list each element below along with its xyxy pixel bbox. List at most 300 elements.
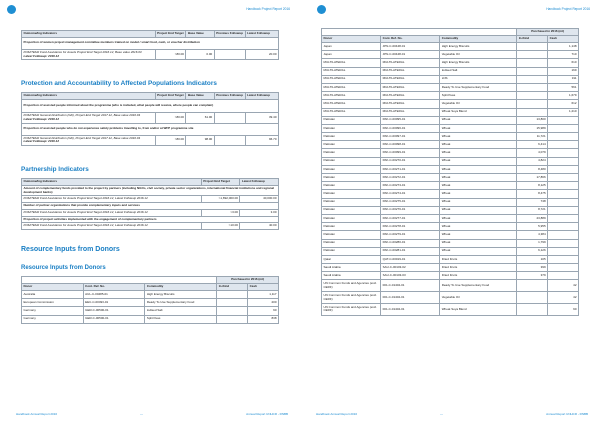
table-header-cell: Cont. Ref. No. xyxy=(83,284,145,291)
in-kind-cell xyxy=(517,51,548,59)
donor-cell: Pakistan xyxy=(322,149,381,157)
commodity-cell: Wheat xyxy=(440,182,517,190)
in-kind-cell: 379 xyxy=(517,272,548,280)
contribution-ref-cell: PAK-C-00097-01 xyxy=(381,133,440,141)
table-header-row xyxy=(22,179,279,186)
in-kind-cell: 6,126 xyxy=(517,247,548,255)
in-kind-cell: 4,079 xyxy=(517,149,548,157)
cash-cell xyxy=(548,141,579,149)
cash-cell: 612 xyxy=(548,100,579,108)
contribution-ref-cell: PAK-C-00095-01 xyxy=(381,116,440,124)
contribution-ref-cell: MULTILATERAL xyxy=(381,92,440,100)
donor-cell: UN Common Funds and Agencies (excl. CERF) xyxy=(322,280,381,292)
table-header-cell: Commodity xyxy=(145,284,217,291)
cash-cell: 200 xyxy=(248,299,279,307)
donor-cell: Germany xyxy=(22,315,84,323)
commodity-cell: Wheat xyxy=(440,116,517,124)
cell-value: 0.00 xyxy=(186,49,214,60)
page-header: Handbook Project Report 2016 xyxy=(546,7,590,11)
table-row xyxy=(22,209,279,216)
commodity-cell: Wheat xyxy=(440,141,517,149)
outcome-table xyxy=(21,30,279,60)
cell-value: >1,892,000.00 xyxy=(201,196,240,203)
contribution-ref-cell: MULTILATERAL xyxy=(381,100,440,108)
contribution-ref-cell: PAK-C-00280-01 xyxy=(381,239,440,247)
footer-text: Handbook Annual Report 2016 xyxy=(16,412,58,416)
cell-value: 40,000.00 xyxy=(240,196,279,203)
donor-cell: Qatar xyxy=(322,255,381,263)
commodity-cell: Wheat xyxy=(440,157,517,165)
cash-cell xyxy=(548,174,579,182)
table-header-cell: Outcome/Ing Indicators xyxy=(22,31,156,38)
table-row xyxy=(22,196,279,203)
commodity-cell: Vegetable Oil xyxy=(440,292,517,304)
table-row xyxy=(322,190,579,198)
contribution-ref-cell: 001-C-01402-01 xyxy=(381,292,440,304)
table-header-row xyxy=(22,31,279,38)
contribution-ref-cell: PAK-C-00276-01 xyxy=(381,206,440,214)
in-kind-cell xyxy=(517,43,548,51)
contribution-ref-cell: GER-C-00500-01 xyxy=(83,307,145,315)
contribution-ref-cell: PAK-C-00277-01 xyxy=(381,214,440,222)
donor-cell: Saudi Arabia xyxy=(322,264,381,272)
table-row xyxy=(322,75,579,83)
table-row xyxy=(322,83,579,91)
donor-cell: Pakistan xyxy=(322,206,381,214)
in-kind-cell xyxy=(217,291,248,299)
cash-cell: 1,679 xyxy=(548,92,579,100)
donor-cell: MULTILATERAL xyxy=(322,59,381,67)
cell-value: 98.00 xyxy=(186,135,214,146)
in-kind-cell: 6,414 xyxy=(517,141,548,149)
table-row xyxy=(322,304,579,316)
cash-cell: 1,117 xyxy=(248,291,279,299)
commodity-cell: Ready To Use Supplementary Food xyxy=(440,280,517,292)
cash-cell: 610 xyxy=(548,59,579,67)
commodity-cell: Wheat xyxy=(440,223,517,231)
latest-followup-text: Latest Followup: 2016.12 xyxy=(23,116,60,121)
wfp-logo-icon xyxy=(317,5,326,14)
table-row xyxy=(322,92,579,100)
table-row xyxy=(322,174,579,182)
footer-text: Annual Report UNHCR - RNBB xyxy=(246,412,288,416)
contribution-ref-cell: MULTILATERAL xyxy=(381,59,440,67)
donor-cell: UN Common Funds and Agencies (excl. CERF) xyxy=(322,292,381,304)
contribution-ref-cell: PAK-C-00275-01 xyxy=(381,198,440,206)
commodity-cell: Iodised Salt xyxy=(145,307,217,315)
cash-cell xyxy=(548,231,579,239)
in-kind-cell: 748 xyxy=(517,198,548,206)
table-header-cell: Donor xyxy=(322,36,381,43)
in-kind-cell xyxy=(517,280,548,292)
table-header-cell: Outcome/Ing Indicators xyxy=(22,93,156,100)
footer-text: Annual Report UNHCR - RNBB xyxy=(546,412,588,416)
contribution-ref-cell: PAK-C-00270-01 xyxy=(381,157,440,165)
table-row xyxy=(322,292,579,304)
cash-cell xyxy=(548,124,579,132)
in-kind-cell: 17,866 xyxy=(517,174,548,182)
left-content xyxy=(21,30,279,324)
table-row xyxy=(322,272,579,280)
cash-cell xyxy=(548,239,579,247)
contribution-ref-cell: SAU-C-00103-02 xyxy=(381,264,440,272)
donor-cell: MULTILATERAL xyxy=(322,83,381,91)
commodity-cell: Wheat xyxy=(440,190,517,198)
table-header-blank xyxy=(322,29,517,36)
contribution-ref-cell: MULTILATERAL xyxy=(381,83,440,91)
in-kind-cell: 1,799 xyxy=(517,239,548,247)
cash-cell: 311 xyxy=(548,75,579,83)
cell-value: >80.00 xyxy=(155,135,186,146)
table-header-cell: Project End Target xyxy=(155,93,186,100)
contribution-ref-cell: SAU-C-00103-03 xyxy=(381,272,440,280)
commodity-cell: Wheat xyxy=(440,174,517,182)
table-header-cell: Latest Followup xyxy=(240,179,279,186)
table-row xyxy=(22,216,279,223)
cash-cell xyxy=(548,133,579,141)
contribution-ref-cell: PAK-C-00272-01 xyxy=(381,174,440,182)
table-header-blank xyxy=(22,277,217,284)
table-row xyxy=(322,247,579,255)
donor-cell: Japan xyxy=(322,51,381,59)
in-kind-cell: 8,125 xyxy=(517,182,548,190)
in-kind-cell: 4,824 xyxy=(517,157,548,165)
donor-cell: Pakistan xyxy=(322,124,381,132)
cell-value: 96.70 xyxy=(245,135,278,146)
in-kind-cell: 105 xyxy=(517,255,548,263)
donor-cell: Pakistan xyxy=(322,116,381,124)
in-kind-cell xyxy=(517,75,548,83)
cell-value: >80.00 xyxy=(155,113,186,124)
in-kind-cell: 15,989 xyxy=(517,124,548,132)
table-header-cell: Outcome/Ing Indicators xyxy=(22,179,202,186)
table-row xyxy=(22,135,279,146)
cell-value: >10.00 xyxy=(201,223,240,230)
cash-cell xyxy=(548,272,579,280)
right-content xyxy=(321,28,579,316)
table-row xyxy=(322,214,579,222)
cash-cell xyxy=(548,223,579,231)
in-kind-cell: 11,721 xyxy=(517,133,548,141)
indicator-title: Amount of complementary funds provided to the project by partners (including NGOs, civil society, private sector organizations, international financial institutions and regional development banks) xyxy=(22,185,279,196)
note-text: FNS/ITEM2 General Distribution (GD), Project End Target 2017.12, Base value 2016.04 xyxy=(23,135,141,140)
cash-cell xyxy=(548,165,579,173)
page-footer xyxy=(16,412,288,418)
in-kind-cell xyxy=(217,307,248,315)
commodity-cell: Wheat xyxy=(440,165,517,173)
cash-cell xyxy=(548,149,579,157)
contribution-ref-cell: PAK-C-00099-01 xyxy=(381,149,440,157)
commodity-cell: High Energy Biscuits xyxy=(440,59,517,67)
commodity-cell: Wheat xyxy=(440,133,517,141)
table-header-cell: Cont. Ref. No. xyxy=(381,36,440,43)
in-kind-cell: 13,800 xyxy=(517,116,548,124)
table-row xyxy=(22,185,279,196)
contribution-ref-cell: 001-C-01402-01 xyxy=(381,304,440,316)
table-header-row xyxy=(322,29,579,36)
footer-page-number: — xyxy=(140,412,143,416)
donor-cell: Australia xyxy=(22,291,84,299)
in-kind-cell xyxy=(517,59,548,67)
table-row xyxy=(22,113,279,124)
table-row xyxy=(322,255,579,263)
indicator-note: FNS/ITEM2 Food Assistance for Assets Project End Target 2016.12, Latest Followup 2016.12 xyxy=(22,209,202,216)
table-header-cell: Cash xyxy=(548,36,579,43)
cash-cell xyxy=(548,214,579,222)
cell-value: 39.40 xyxy=(245,113,278,124)
table-row xyxy=(322,231,579,239)
table-row xyxy=(322,198,579,206)
section-title-partnership: Partnership Indicators xyxy=(21,166,89,173)
contribution-ref-cell: JPN-C-00448-01 xyxy=(381,51,440,59)
donor-cell: Pakistan xyxy=(322,231,381,239)
cell-value xyxy=(214,49,245,60)
contribution-ref-cell: 001-C-01402-01 xyxy=(381,280,440,292)
cash-cell xyxy=(548,182,579,190)
in-kind-cell xyxy=(517,108,548,116)
donor-cell: MULTILATERAL xyxy=(322,108,381,116)
table-row xyxy=(22,100,279,113)
commodity-cell: Wheat xyxy=(440,198,517,206)
cash-cell xyxy=(548,190,579,198)
contribution-ref-cell: GER-C-00500-01 xyxy=(83,315,145,323)
table-header-cell: Donor xyxy=(22,284,84,291)
in-kind-cell xyxy=(517,100,548,108)
cash-cell: 42 xyxy=(548,280,579,292)
commodity-cell: Split Peas xyxy=(145,315,217,323)
in-kind-cell: 8,475 xyxy=(517,190,548,198)
donor-cell: Pakistan xyxy=(322,198,381,206)
table-row xyxy=(322,124,579,132)
contribution-ref-cell: PAK-C-00096-01 xyxy=(381,124,440,132)
note-text: FNS/ITEM2 Food Assistance for Assets Project End Target 2016.12, Base value 2016.03 xyxy=(23,49,142,54)
contribution-ref-cell: AUL-C-00485-01 xyxy=(83,291,145,299)
indicator-title: Proportion of women project management committee members trained on model / smart food, cash, or voucher distribution xyxy=(22,37,279,49)
cash-cell: 1,210 xyxy=(548,108,579,116)
table-header-cell: Latest Followup xyxy=(245,93,278,100)
contribution-ref-cell: PAK-C-00279-01 xyxy=(381,231,440,239)
cash-cell: 838 xyxy=(248,315,279,323)
donor-cell: MULTILATERAL xyxy=(322,67,381,75)
table-row xyxy=(322,165,579,173)
donor-cell: Pakistan xyxy=(322,157,381,165)
table-header-cell: Previous Followup xyxy=(214,93,245,100)
donor-cell: Pakistan xyxy=(322,223,381,231)
donor-cell: Pakistan xyxy=(322,182,381,190)
contribution-ref-cell: PAK-C-00278-01 xyxy=(381,223,440,231)
commodity-cell: Wheat xyxy=(440,124,517,132)
cell-value: 40.00 xyxy=(240,223,279,230)
cell-value xyxy=(214,113,245,124)
cash-cell xyxy=(548,264,579,272)
cell-value: >80.00 xyxy=(155,49,186,60)
indicator-title: Number of partner organizations that provide complementary inputs and services xyxy=(22,203,279,210)
cash-cell: 42 xyxy=(548,292,579,304)
table-header-row xyxy=(22,277,279,284)
table-row xyxy=(22,123,279,135)
section-title-resource-inputs: Resource Inputs from Donors xyxy=(21,246,120,253)
donor-cell: Pakistan xyxy=(322,141,381,149)
contribution-ref-cell: PAK-C-00098-01 xyxy=(381,141,440,149)
donor-cell: MULTILATERAL xyxy=(322,75,381,83)
contribution-ref-cell: EEC-C-00493-01 xyxy=(83,299,145,307)
table-header-group: Purchased in 2016 (mt) xyxy=(217,277,279,284)
commodity-cell: LNS xyxy=(440,75,517,83)
indicator-note xyxy=(22,135,156,146)
donor-cell: Pakistan xyxy=(322,239,381,247)
contribution-ref-cell: PAK-C-00273-01 xyxy=(381,182,440,190)
donor-cell: European Commission xyxy=(22,299,84,307)
contribution-ref-cell: MULTILATERAL xyxy=(381,75,440,83)
table-header-cell: Cash xyxy=(248,284,279,291)
contribution-ref-cell: PAK-C-00274-01 xyxy=(381,190,440,198)
cash-cell xyxy=(548,206,579,214)
table-row xyxy=(322,116,579,124)
indicator-note xyxy=(22,113,156,124)
table-row xyxy=(22,299,279,307)
table-row xyxy=(22,203,279,210)
cash-cell: 710 xyxy=(548,51,579,59)
cell-value: >3.00 xyxy=(201,209,240,216)
indicator-note xyxy=(22,49,156,60)
commodity-cell: Wheat xyxy=(440,206,517,214)
table-row xyxy=(22,49,279,60)
commodity-cell: Wheat xyxy=(440,214,517,222)
donor-cell: Pakistan xyxy=(322,190,381,198)
footer-page-number: — xyxy=(440,412,443,416)
donor-cell: Saudi Arabia xyxy=(322,272,381,280)
cash-cell: 561 xyxy=(548,83,579,91)
commodity-cell: Dried Fruits xyxy=(440,264,517,272)
table-row xyxy=(322,59,579,67)
in-kind-cell: 8,721 xyxy=(517,206,548,214)
commodity-cell: Wheat Soya Blend xyxy=(440,304,517,316)
page-footer xyxy=(316,412,588,418)
commodity-cell: Dried Fruits xyxy=(440,272,517,280)
contribution-ref-cell: JPN-C-00448-01 xyxy=(381,43,440,51)
cash-cell xyxy=(548,255,579,263)
table-row xyxy=(322,280,579,292)
table-row xyxy=(322,51,579,59)
commodity-cell: Vegetable Oil xyxy=(440,51,517,59)
table-header-cell: Base Value xyxy=(186,31,214,38)
table-header-row xyxy=(22,93,279,100)
table-header-row xyxy=(22,284,279,291)
in-kind-cell: 5,955 xyxy=(517,223,548,231)
table-row xyxy=(322,67,579,75)
page-header: Handbook Project Report 2016 xyxy=(246,7,290,11)
table-header-cell: Base Value xyxy=(186,93,214,100)
cash-cell xyxy=(548,247,579,255)
indicator-title: Proportion of assisted people who do not experience safety problems travelling to, from and/or at WFP programme site xyxy=(22,123,279,135)
donor-cell: MULTILATERAL xyxy=(322,92,381,100)
latest-followup-text: Latest Followup: 2016.12 xyxy=(23,139,60,144)
in-kind-cell xyxy=(517,292,548,304)
in-kind-cell xyxy=(217,315,248,323)
in-kind-cell xyxy=(517,92,548,100)
indicator-title: Proportion of project activities implemented with the engagement of complementary partners xyxy=(22,216,279,223)
donor-cell: Pakistan xyxy=(322,165,381,173)
commodity-cell: High Energy Biscuits xyxy=(145,291,217,299)
in-kind-cell: 4,384 xyxy=(517,231,548,239)
cell-value xyxy=(214,135,245,146)
contribution-ref-cell: QAT-C-00019-01 xyxy=(381,255,440,263)
table-row xyxy=(322,239,579,247)
cash-cell xyxy=(548,157,579,165)
commodity-cell: Wheat xyxy=(440,247,517,255)
in-kind-cell xyxy=(217,299,248,307)
in-kind-cell xyxy=(517,83,548,91)
latest-followup-text: Latest Followup: 2016.12 xyxy=(23,53,60,58)
note-text: FNS/ITEM2 General Distribution (GD), Project End Target 2017.12, Base value 2016.04 xyxy=(23,113,141,117)
in-kind-cell: 23,889 xyxy=(517,214,548,222)
cell-value: 61.00 xyxy=(186,113,214,124)
table-header-cell: Previous Followup xyxy=(214,31,245,38)
wfp-logo-icon xyxy=(7,5,16,14)
table-row xyxy=(322,43,579,51)
table-row xyxy=(22,37,279,49)
table-row xyxy=(322,264,579,272)
in-kind-cell xyxy=(517,67,548,75)
commodity-cell: Wheat xyxy=(440,231,517,239)
commodity-cell: Ready To Use Supplementary Food xyxy=(440,83,517,91)
table-row xyxy=(322,206,579,214)
table-row xyxy=(322,149,579,157)
commodity-cell: Iodised Salt xyxy=(440,67,517,75)
footer-text: Handbook Annual Report 2016 xyxy=(316,412,358,416)
section-title-protection: Protection and Accountability to Affected Populations Indicators xyxy=(21,80,217,88)
donor-cell: Pakistan xyxy=(322,174,381,182)
table-header-group: Purchased in 2016 (mt) xyxy=(517,29,579,36)
cell-value: 20.00 xyxy=(245,49,278,60)
commodity-cell: Vegetable Oil xyxy=(440,100,517,108)
commodity-cell: Split Peas xyxy=(440,92,517,100)
table-row xyxy=(322,108,579,116)
in-kind-cell: 8,480 xyxy=(517,165,548,173)
commodity-cell: Wheat xyxy=(440,239,517,247)
table-header-cell: Commodity xyxy=(440,36,517,43)
in-kind-cell: 399 xyxy=(517,264,548,272)
table-row xyxy=(322,133,579,141)
cash-cell xyxy=(548,116,579,124)
contribution-ref-cell: PAK-C-00271-01 xyxy=(381,165,440,173)
table-row xyxy=(22,307,279,315)
table-row xyxy=(322,223,579,231)
cash-cell: 1,148 xyxy=(548,43,579,51)
cell-value: 3.00 xyxy=(240,209,279,216)
table-header-cell: In-Kind xyxy=(217,284,248,291)
donor-cell: Pakistan xyxy=(322,247,381,255)
donor-cell: Pakistan xyxy=(322,133,381,141)
donor-table-left xyxy=(21,276,279,324)
table-row xyxy=(322,141,579,149)
table-row xyxy=(22,315,279,323)
table-header-cell: Project End Target xyxy=(155,31,186,38)
donor-cell: Germany xyxy=(22,307,84,315)
commodity-cell: Wheat xyxy=(440,149,517,157)
subsection-title-resource-inputs: Resource Inputs from Donors xyxy=(21,265,106,271)
right-page xyxy=(300,0,600,424)
table-header-cell: In-Kind xyxy=(517,36,548,43)
cash-cell: 90 xyxy=(248,307,279,315)
table-row xyxy=(322,157,579,165)
contribution-ref-cell: MULTILATERAL xyxy=(381,108,440,116)
cash-cell: 90 xyxy=(548,304,579,316)
protection-table xyxy=(21,92,279,146)
commodity-cell: High Energy Biscuits xyxy=(440,43,517,51)
donor-table-right xyxy=(321,28,579,316)
in-kind-cell xyxy=(517,304,548,316)
